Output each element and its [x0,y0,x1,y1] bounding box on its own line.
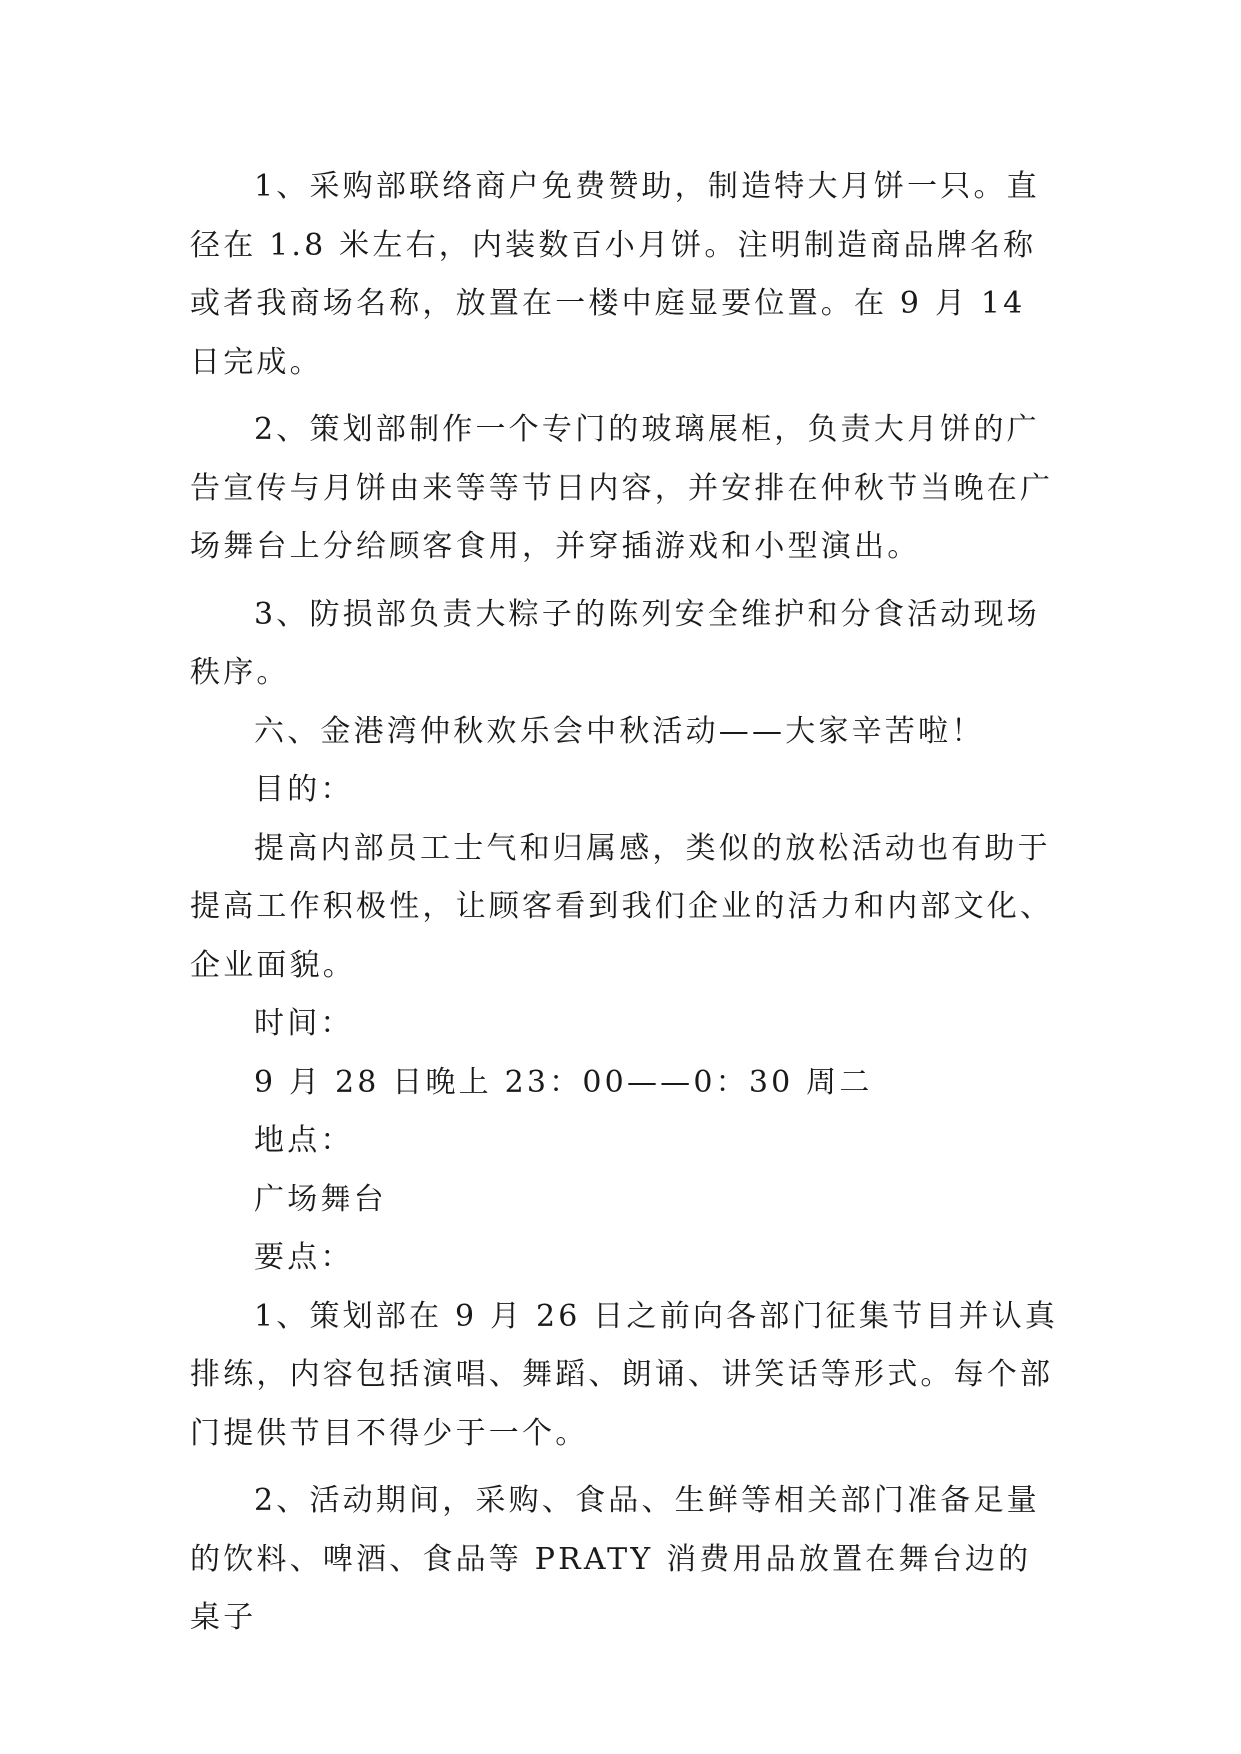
paragraph-purchasing-mooncake: 1、采购部联络商户免费赞助，制造特大月饼一只。直径在 1.8 米左右，内装数百小月饼。注明制造商品牌名称或者我商场名称，放置在一楼中庭显要位置。在 9 月 14 日完成。 [190,169,1040,380]
paragraph-program-collection: 1、策划部在 9 月 26 日之前向各部门征集节目并认真排练，内容包括演唱、舞蹈、朗诵、讲笑话等形式。每个部门提供节目不得少于一个。 [190,1298,1059,1451]
document-body [190,158,1060,1648]
value-location: 广场舞台 [254,1181,387,1217]
label-key-points: 要点： [254,1240,354,1275]
value-time: 9 月 28 日晚上 23：00——0：30 周二 [254,1064,873,1100]
paragraph-planning-showcase: 2、策划部制作一个专门的玻璃展柜，负责大月饼的广告宣传与月饼由来等等节日内容，并安排在仲秋节当晚在广场舞台上分给顾客食用，并穿插游戏和小型演出。 [190,412,1054,564]
paragraph-refreshments: 2、活动期间，采购、食品、生鲜等相关部门准备足量的饮料、啤酒、食品等 PRATY 消费用品放置在舞台边的桌子 [190,1483,1040,1635]
label-time: 时间： [254,1006,354,1041]
paragraph-purpose: 提高内部员工士气和归属感，类似的放松活动也有助于提高工作积极性，让顾客看到我们企业的活力和内部文化、企业面貌。 [190,830,1054,983]
label-location: 地点： [254,1123,354,1158]
section-heading-party: 六、金港湾仲秋欢乐会中秋活动——大家辛苦啦！ [254,713,985,749]
paragraph-security-order: 3、防损部负责大粽子的陈列安全维护和分食活动现场秩序。 [190,596,1040,690]
label-purpose: 目的： [254,772,354,807]
